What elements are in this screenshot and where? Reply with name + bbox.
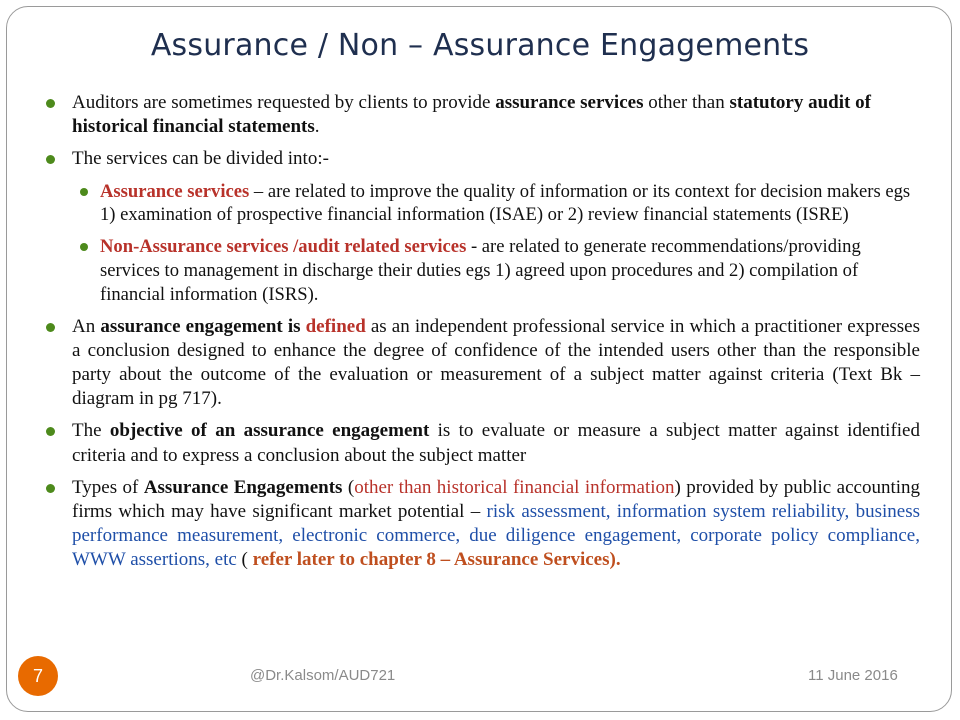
slide-title: Assurance / Non – Assurance Engagements (150, 28, 810, 63)
bullet-objective: The objective of an assurance engagement is to evaluate or measure a subject matter against identified criteria and to express a conclusion about the subject matter (72, 419, 920, 467)
bullet-assurance-engagement-defined: An assurance engagement is defined as an independent professional service in which a practitioner expresses a conclusion designed to enhance the degree of confidence of the intended users other than the responsible party about the outcome of the evaluation or measurement of a subject matter against criteria (Text Bk – diagram in pg 717). (72, 315, 920, 412)
slide-body (0, 91, 960, 573)
footer-author: @Dr.Kalsom/AUD721 (250, 667, 396, 684)
sub-bullet-assurance-services: Assurance services – are related to improve the quality of information or its context for decision makers egs 1) examination of prospective financial information (ISAE) or 2) review financial statements (ISRE) (100, 180, 911, 226)
bullet-types-of-engagements: Types of Assurance Engagements (other than historical financial information) provided by public accounting firms which may have significant market potential – risk assessment, information system reliability, business performance measurement, electronic commerce, due diligence engagement, corporate policy compliance, WWW assertions, etc ( refer later to chapter 8 – Assurance Services). (72, 476, 920, 573)
page-number-badge (18, 656, 58, 696)
bullet-services-divided: The services can be divided into:- (72, 147, 920, 171)
page-number: 7 (32, 665, 43, 686)
bullet-auditors-requested: Auditors are sometimes requested by clients to provide assurance services other than statutory audit of historical financial statements. (72, 91, 920, 139)
footer-date: 11 June 2016 (808, 667, 898, 684)
sub-bullet-non-assurance-services: Non-Assurance services /audit related services - are related to generate recommendations/providing services to management in discharge their duties egs 1) agreed upon procedures and 2) compilation of financial information (ISRS). (100, 235, 912, 306)
